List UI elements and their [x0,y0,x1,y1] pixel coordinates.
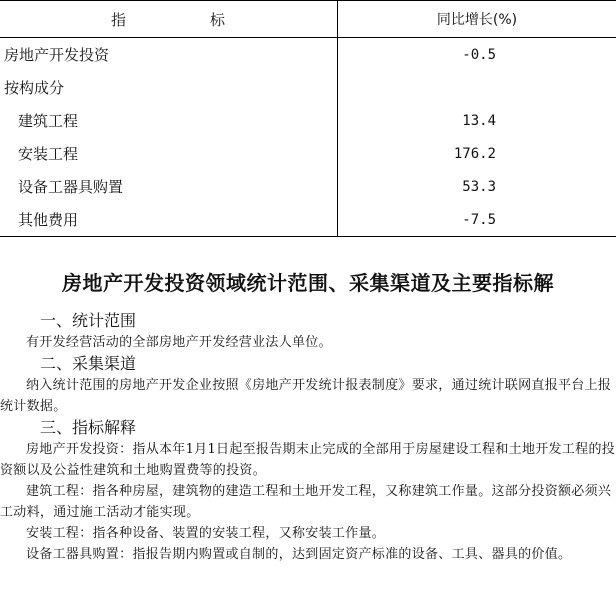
definition-construction: 建筑工程：指各种房屋，建筑物的建造工程和土地开发工程，又称建筑工作量。这部分投资额必须兴工动料，通过施工活动才能实现。 [0,484,612,520]
table-row [0,71,616,104]
header-growth: 同比增长(%) [338,1,616,38]
table-row [0,203,616,237]
channel-paragraph: 纳入统计范围的房地产开发企业按照《房地产开发统计报表制度》要求，通过统计联网直报平台上报统计数据。 [0,378,612,414]
row-label: 按构成分 [0,71,338,104]
row-label: 建筑工程 [0,104,338,137]
table-row [0,104,616,137]
row-value: -7.5 [338,203,616,237]
row-value: 176.2 [453,145,496,162]
scope-paragraph: 有开发经营活动的全部房地产开发经营业法人单位。 [26,335,332,350]
row-label: 设备工器具购置 [0,170,338,203]
header-indicator: 指 标 [0,1,338,38]
section-heading-scope: 一、统计范围 [40,311,137,330]
row-value: 13.4 [462,112,496,129]
section-heading-indicators: 三、指标解释 [40,418,137,437]
table-row [0,38,616,72]
table-header-row [0,1,616,38]
definition-installation: 安装工程：指各种设备、装置的安装工程，又称安装工作量。 [26,526,386,541]
section-heading-channel: 二、采集渠道 [40,354,137,373]
row-label: 其他费用 [0,203,338,237]
row-label: 房地产开发投资 [0,38,338,72]
definition-equipment: 设备工器具购置：指报告期内购置或自制的，达到固定资产标准的设备、工具、器具的价值。 [26,547,572,562]
definition-investment: 房地产开发投资：指从本年1月1日起至报告期末止完成的全部用于房屋建设工程和土地开发工程的投资额以及公益性建筑和土地购置费等的投资。 [0,442,616,478]
row-value [338,71,616,104]
row-label: 安装工程 [0,137,338,170]
growth-table [0,0,616,237]
table-row [0,137,616,170]
row-value: -0.5 [462,46,496,63]
doc-title: 房地产开发投资领域统计范围、采集渠道及主要指标解 [62,271,554,295]
row-value: 53.3 [462,178,496,195]
growth-table-block [0,0,616,237]
explanation-document [0,262,616,565]
table-row [0,170,616,203]
